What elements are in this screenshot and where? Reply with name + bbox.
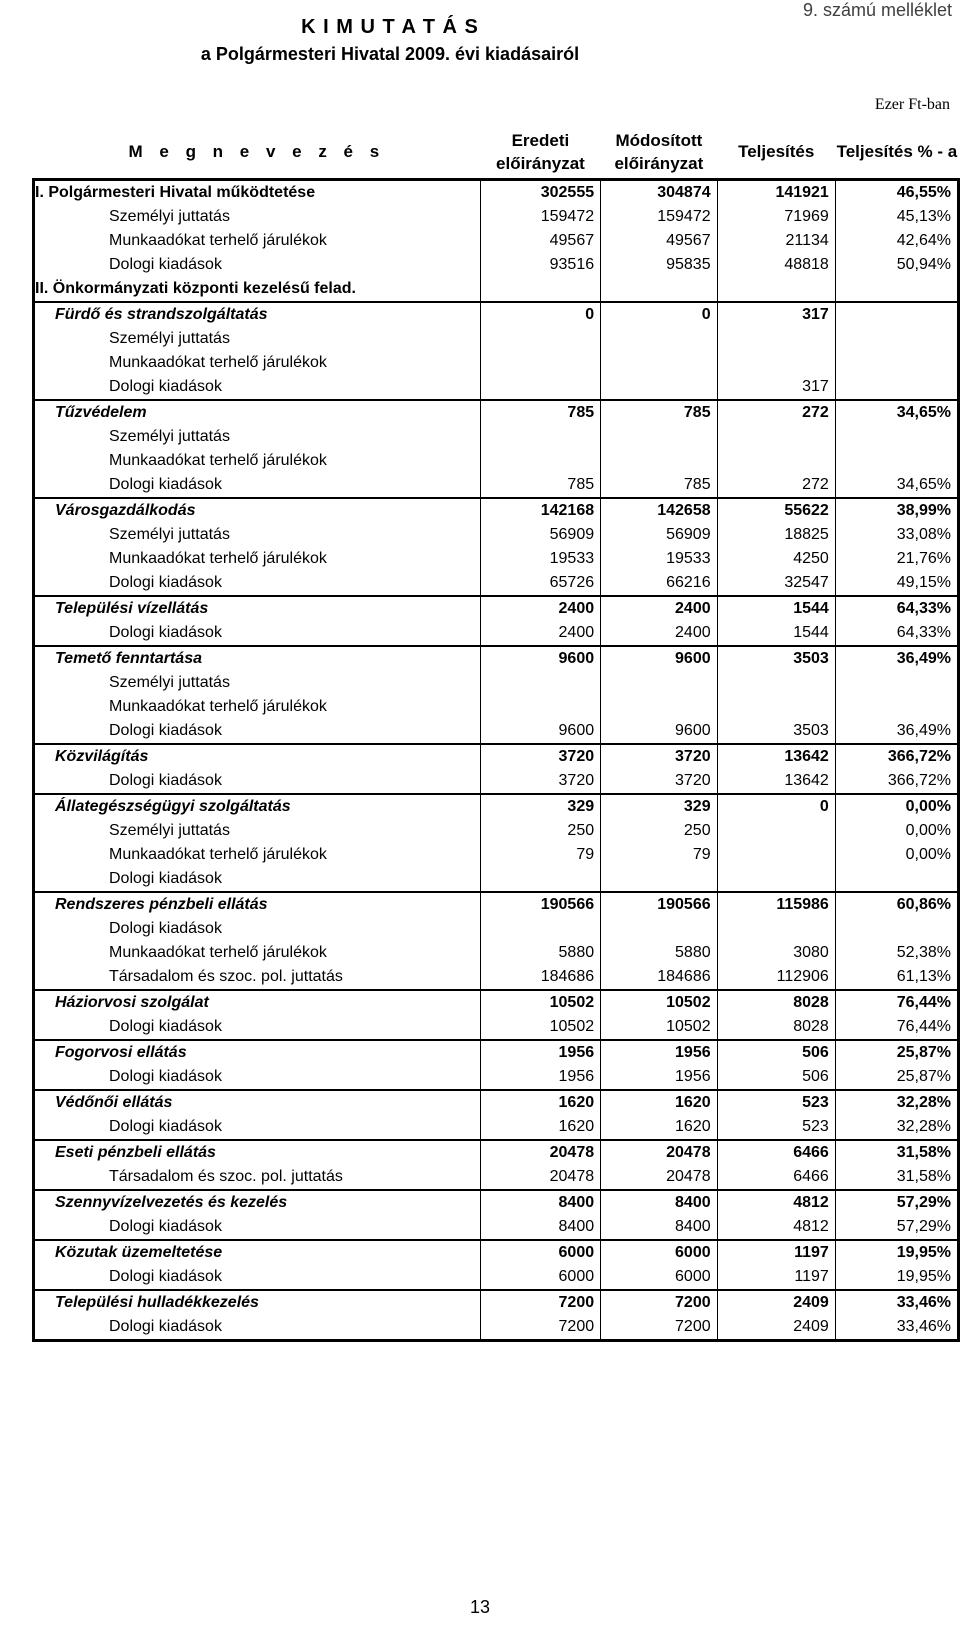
cell-modositott: 10502 xyxy=(601,1015,717,1040)
cell-modositott: 20478 xyxy=(601,1140,717,1165)
cell-modositott xyxy=(601,867,717,892)
cell-teljesites-pct: 32,28% xyxy=(835,1115,958,1140)
cell-teljesites-pct: 0,00% xyxy=(835,794,958,819)
cell-teljesites-pct: 0,00% xyxy=(835,843,958,867)
row-name: Munkaadókat terhelő járulékok xyxy=(34,351,481,375)
table-row xyxy=(34,180,959,206)
cell-modositott: 19533 xyxy=(601,547,717,571)
row-name: Dologi kiadások xyxy=(34,1015,481,1040)
cell-eredeti xyxy=(480,671,600,695)
table-row xyxy=(34,965,959,990)
column-header-teljesites-pct: Teljesítés % - a xyxy=(836,142,958,161)
row-name: Dologi kiadások xyxy=(34,571,481,596)
cell-eredeti: 3720 xyxy=(480,769,600,794)
row-name: Települési vízellátás xyxy=(34,596,481,621)
cell-teljesites: 8028 xyxy=(717,1015,835,1040)
report-subtitle: a Polgármesteri Hivatal 2009. évi kiadásairól xyxy=(200,44,580,64)
cell-teljesites-pct xyxy=(835,695,958,719)
row-name: Közvilágítás xyxy=(34,744,481,769)
row-name: Dologi kiadások xyxy=(34,1265,481,1290)
cell-modositott xyxy=(601,425,717,449)
cell-teljesites: 0 xyxy=(717,794,835,819)
cell-modositott: 1956 xyxy=(601,1065,717,1090)
cell-eredeti: 6000 xyxy=(480,1265,600,1290)
cell-teljesites-pct xyxy=(835,671,958,695)
cell-eredeti xyxy=(480,375,600,400)
cell-teljesites: 272 xyxy=(717,400,835,425)
row-name: Munkaadókat terhelő járulékok xyxy=(34,843,481,867)
cell-modositott: 95835 xyxy=(601,253,717,277)
table-row xyxy=(34,1215,959,1240)
row-name: II. Önkormányzati központi kezelésű felad. xyxy=(34,277,481,302)
cell-teljesites-pct xyxy=(835,425,958,449)
cell-teljesites-pct: 49,15% xyxy=(835,571,958,596)
row-name: Dologi kiadások xyxy=(34,1115,481,1140)
table-row xyxy=(34,425,959,449)
cell-teljesites-pct: 36,49% xyxy=(835,719,958,744)
cell-teljesites-pct: 366,72% xyxy=(835,769,958,794)
cell-teljesites xyxy=(717,917,835,941)
cell-modositott: 10502 xyxy=(601,990,717,1015)
cell-modositott: 49567 xyxy=(601,229,717,253)
cell-teljesites-pct: 76,44% xyxy=(835,990,958,1015)
cell-teljesites xyxy=(717,819,835,843)
table-row xyxy=(34,695,959,719)
column-header-teljesites: Teljesítés xyxy=(738,142,815,161)
cell-teljesites: 18825 xyxy=(717,523,835,547)
row-name: Személyi juttatás xyxy=(34,671,481,695)
cell-teljesites: 21134 xyxy=(717,229,835,253)
cell-teljesites-pct: 366,72% xyxy=(835,744,958,769)
cell-modositott: 0 xyxy=(601,302,717,327)
cell-modositott: 3720 xyxy=(601,744,717,769)
cell-teljesites-pct: 36,49% xyxy=(835,646,958,671)
row-name: Dologi kiadások xyxy=(34,769,481,794)
cell-teljesites: 272 xyxy=(717,473,835,498)
cell-modositott: 1620 xyxy=(601,1115,717,1140)
cell-teljesites-pct: 33,08% xyxy=(835,523,958,547)
cell-teljesites: 48818 xyxy=(717,253,835,277)
cell-eredeti: 1620 xyxy=(480,1090,600,1115)
table-row xyxy=(34,498,959,523)
row-name: Dologi kiadások xyxy=(34,719,481,744)
cell-teljesites-pct: 76,44% xyxy=(835,1015,958,1040)
cell-teljesites: 8028 xyxy=(717,990,835,1015)
cell-modositott: 6000 xyxy=(601,1240,717,1265)
cell-modositott: 785 xyxy=(601,473,717,498)
cell-teljesites xyxy=(717,351,835,375)
cell-teljesites-pct xyxy=(835,327,958,351)
table-row xyxy=(34,375,959,400)
row-name: Települési hulladékkezelés xyxy=(34,1290,481,1315)
cell-teljesites: 506 xyxy=(717,1065,835,1090)
cell-teljesites: 4812 xyxy=(717,1215,835,1240)
cell-eredeti: 65726 xyxy=(480,571,600,596)
cell-teljesites-pct: 33,46% xyxy=(835,1290,958,1315)
cell-modositott: 250 xyxy=(601,819,717,843)
cell-teljesites: 32547 xyxy=(717,571,835,596)
row-name: Védőnői ellátás xyxy=(34,1090,481,1115)
row-name: Személyi juttatás xyxy=(34,819,481,843)
table-row xyxy=(34,1265,959,1290)
cell-eredeti xyxy=(480,425,600,449)
cell-modositott: 329 xyxy=(601,794,717,819)
cell-eredeti xyxy=(480,277,600,302)
cell-eredeti: 0 xyxy=(480,302,600,327)
cell-modositott: 159472 xyxy=(601,205,717,229)
cell-modositott: 5880 xyxy=(601,941,717,965)
cell-eredeti: 184686 xyxy=(480,965,600,990)
cell-teljesites xyxy=(717,327,835,351)
cell-teljesites-pct xyxy=(835,917,958,941)
table-row xyxy=(34,351,959,375)
table-row xyxy=(34,621,959,646)
row-name: Dologi kiadások xyxy=(34,1215,481,1240)
cell-eredeti xyxy=(480,917,600,941)
table-row xyxy=(34,671,959,695)
cell-modositott: 785 xyxy=(601,400,717,425)
table-row xyxy=(34,523,959,547)
row-name: Állategészségügyi szolgáltatás xyxy=(34,794,481,819)
cell-teljesites: 115986 xyxy=(717,892,835,917)
cell-modositott: 8400 xyxy=(601,1190,717,1215)
row-name: Eseti pénzbeli ellátás xyxy=(34,1140,481,1165)
table-row xyxy=(34,1290,959,1315)
row-name: Fürdő és strandszolgáltatás xyxy=(34,302,481,327)
row-name: Munkaadókat terhelő járulékok xyxy=(34,547,481,571)
cell-eredeti: 93516 xyxy=(480,253,600,277)
cell-teljesites-pct: 64,33% xyxy=(835,596,958,621)
cell-teljesites-pct: 45,13% xyxy=(835,205,958,229)
cell-teljesites-pct xyxy=(835,351,958,375)
cell-modositott xyxy=(601,327,717,351)
table-row xyxy=(34,302,959,327)
table-row xyxy=(34,277,959,302)
cell-eredeti: 1956 xyxy=(480,1040,600,1065)
table-header-row xyxy=(34,125,959,180)
cell-teljesites-pct: 19,95% xyxy=(835,1240,958,1265)
table-row xyxy=(34,646,959,671)
cell-modositott xyxy=(601,917,717,941)
table-row xyxy=(34,867,959,892)
cell-eredeti: 1620 xyxy=(480,1115,600,1140)
cell-eredeti: 5880 xyxy=(480,941,600,965)
cell-modositott: 9600 xyxy=(601,646,717,671)
cell-modositott xyxy=(601,351,717,375)
cell-eredeti: 79 xyxy=(480,843,600,867)
row-name: Társadalom és szoc. pol. juttatás xyxy=(34,965,481,990)
cell-eredeti xyxy=(480,695,600,719)
table-row xyxy=(34,1065,959,1090)
row-name: Társadalom és szoc. pol. juttatás xyxy=(34,1165,481,1190)
expenditure-table xyxy=(32,125,960,1342)
row-name: Fogorvosi ellátás xyxy=(34,1040,481,1065)
cell-teljesites xyxy=(717,277,835,302)
cell-eredeti: 142168 xyxy=(480,498,600,523)
cell-eredeti xyxy=(480,351,600,375)
row-name: Munkaadókat terhelő járulékok xyxy=(34,229,481,253)
cell-eredeti: 8400 xyxy=(480,1190,600,1215)
cell-eredeti: 9600 xyxy=(480,719,600,744)
cell-teljesites-pct: 21,76% xyxy=(835,547,958,571)
cell-eredeti: 2400 xyxy=(480,621,600,646)
cell-teljesites: 1544 xyxy=(717,621,835,646)
cell-eredeti: 785 xyxy=(480,473,600,498)
table-body xyxy=(34,180,959,1341)
table-row xyxy=(34,719,959,744)
cell-eredeti: 19533 xyxy=(480,547,600,571)
cell-eredeti: 250 xyxy=(480,819,600,843)
table-row xyxy=(34,744,959,769)
cell-eredeti: 329 xyxy=(480,794,600,819)
row-name: Háziorvosi szolgálat xyxy=(34,990,481,1015)
cell-teljesites xyxy=(717,671,835,695)
table-row xyxy=(34,917,959,941)
cell-modositott: 7200 xyxy=(601,1290,717,1315)
row-name: Dologi kiadások xyxy=(34,1065,481,1090)
unit-label: Ezer Ft-ban xyxy=(874,96,950,113)
cell-teljesites-pct: 32,28% xyxy=(835,1090,958,1115)
row-name: Rendszeres pénzbeli ellátás xyxy=(34,892,481,917)
cell-eredeti: 1956 xyxy=(480,1065,600,1090)
cell-teljesites-pct: 50,94% xyxy=(835,253,958,277)
cell-teljesites-pct xyxy=(835,449,958,473)
table-row xyxy=(34,1315,959,1341)
cell-teljesites-pct xyxy=(835,277,958,302)
cell-eredeti: 9600 xyxy=(480,646,600,671)
row-name: Dologi kiadások xyxy=(34,1315,481,1341)
cell-modositott: 8400 xyxy=(601,1215,717,1240)
row-name: Dologi kiadások xyxy=(34,253,481,277)
table-row xyxy=(34,843,959,867)
row-name: Tűzvédelem xyxy=(34,400,481,425)
cell-teljesites: 3503 xyxy=(717,719,835,744)
cell-teljesites-pct: 25,87% xyxy=(835,1065,958,1090)
cell-modositott: 20478 xyxy=(601,1165,717,1190)
row-name: Munkaadókat terhelő járulékok xyxy=(34,941,481,965)
cell-modositott: 142658 xyxy=(601,498,717,523)
cell-modositott: 1620 xyxy=(601,1090,717,1115)
cell-teljesites: 2409 xyxy=(717,1290,835,1315)
cell-modositott xyxy=(601,375,717,400)
cell-teljesites: 71969 xyxy=(717,205,835,229)
row-name: Dologi kiadások xyxy=(34,917,481,941)
table-row xyxy=(34,449,959,473)
cell-teljesites-pct: 19,95% xyxy=(835,1265,958,1290)
cell-eredeti: 10502 xyxy=(480,1015,600,1040)
cell-teljesites: 1197 xyxy=(717,1265,835,1290)
cell-modositott xyxy=(601,277,717,302)
table-row xyxy=(34,1090,959,1115)
cell-teljesites: 317 xyxy=(717,375,835,400)
cell-modositott xyxy=(601,695,717,719)
cell-modositott: 304874 xyxy=(601,180,717,206)
cell-teljesites: 6466 xyxy=(717,1140,835,1165)
cell-modositott xyxy=(601,671,717,695)
table-row xyxy=(34,596,959,621)
annex-label: 9. számú melléklet xyxy=(802,0,952,20)
cell-teljesites: 1197 xyxy=(717,1240,835,1265)
cell-teljesites-pct: 38,99% xyxy=(835,498,958,523)
cell-eredeti: 8400 xyxy=(480,1215,600,1240)
row-name: Temető fenntartása xyxy=(34,646,481,671)
cell-modositott: 66216 xyxy=(601,571,717,596)
cell-teljesites: 6466 xyxy=(717,1165,835,1190)
table-row xyxy=(34,892,959,917)
report-title: K I M U T A T Á S xyxy=(301,16,479,38)
table-row xyxy=(34,1240,959,1265)
cell-eredeti: 190566 xyxy=(480,892,600,917)
table-row xyxy=(34,1015,959,1040)
cell-eredeti xyxy=(480,449,600,473)
cell-teljesites-pct: 52,38% xyxy=(835,941,958,965)
table-row xyxy=(34,400,959,425)
table-row xyxy=(34,941,959,965)
cell-teljesites-pct: 42,64% xyxy=(835,229,958,253)
table-row xyxy=(34,205,959,229)
table-row xyxy=(34,794,959,819)
cell-teljesites: 1544 xyxy=(717,596,835,621)
cell-eredeti: 56909 xyxy=(480,523,600,547)
row-name: Közutak üzemeltetése xyxy=(34,1240,481,1265)
cell-modositott: 1956 xyxy=(601,1040,717,1065)
row-name: Dologi kiadások xyxy=(34,867,481,892)
cell-teljesites xyxy=(717,695,835,719)
column-header-name: M e g n e v e z é s xyxy=(128,142,386,161)
column-header-modositott: Módosított előirányzat xyxy=(614,130,704,173)
cell-teljesites: 13642 xyxy=(717,744,835,769)
cell-teljesites xyxy=(717,867,835,892)
cell-modositott: 2400 xyxy=(601,621,717,646)
cell-teljesites xyxy=(717,843,835,867)
row-name: Személyi juttatás xyxy=(34,425,481,449)
table-row xyxy=(34,1040,959,1065)
cell-teljesites-pct xyxy=(835,375,958,400)
cell-teljesites: 506 xyxy=(717,1040,835,1065)
cell-teljesites-pct: 33,46% xyxy=(835,1315,958,1341)
cell-eredeti xyxy=(480,327,600,351)
column-header-eredeti: Eredeti előirányzat xyxy=(496,130,585,173)
row-name: Személyi juttatás xyxy=(34,327,481,351)
table-row xyxy=(34,253,959,277)
cell-teljesites-pct: 34,65% xyxy=(835,473,958,498)
table-row xyxy=(34,1190,959,1215)
cell-eredeti: 20478 xyxy=(480,1140,600,1165)
table-row xyxy=(34,769,959,794)
cell-teljesites-pct: 31,58% xyxy=(835,1165,958,1190)
cell-modositott: 190566 xyxy=(601,892,717,917)
cell-teljesites-pct: 0,00% xyxy=(835,819,958,843)
cell-eredeti: 2400 xyxy=(480,596,600,621)
cell-teljesites: 55622 xyxy=(717,498,835,523)
cell-teljesites: 4812 xyxy=(717,1190,835,1215)
page-number: 13 xyxy=(469,1597,491,1617)
cell-eredeti: 302555 xyxy=(480,180,600,206)
row-name: Városgazdálkodás xyxy=(34,498,481,523)
cell-teljesites-pct: 31,58% xyxy=(835,1140,958,1165)
cell-modositott: 6000 xyxy=(601,1265,717,1290)
cell-eredeti: 10502 xyxy=(480,990,600,1015)
cell-teljesites: 112906 xyxy=(717,965,835,990)
table-row xyxy=(34,571,959,596)
cell-eredeti: 785 xyxy=(480,400,600,425)
cell-eredeti: 49567 xyxy=(480,229,600,253)
table-row xyxy=(34,990,959,1015)
cell-teljesites: 317 xyxy=(717,302,835,327)
cell-eredeti: 7200 xyxy=(480,1315,600,1341)
cell-modositott: 79 xyxy=(601,843,717,867)
cell-modositott: 184686 xyxy=(601,965,717,990)
cell-eredeti: 20478 xyxy=(480,1165,600,1190)
table-row xyxy=(34,473,959,498)
cell-eredeti: 3720 xyxy=(480,744,600,769)
cell-teljesites-pct: 57,29% xyxy=(835,1215,958,1240)
cell-teljesites-pct: 64,33% xyxy=(835,621,958,646)
cell-teljesites: 4250 xyxy=(717,547,835,571)
table-row xyxy=(34,547,959,571)
row-name: Dologi kiadások xyxy=(34,473,481,498)
row-name: Dologi kiadások xyxy=(34,621,481,646)
cell-modositott: 3720 xyxy=(601,769,717,794)
row-name: I. Polgármesteri Hivatal működtetése xyxy=(34,180,481,206)
cell-eredeti xyxy=(480,867,600,892)
cell-teljesites-pct: 61,13% xyxy=(835,965,958,990)
row-name: Munkaadókat terhelő járulékok xyxy=(34,449,481,473)
row-name: Szennyvízelvezetés és kezelés xyxy=(34,1190,481,1215)
row-name: Személyi juttatás xyxy=(34,523,481,547)
cell-teljesites xyxy=(717,449,835,473)
table-row xyxy=(34,1115,959,1140)
table-row xyxy=(34,1165,959,1190)
cell-modositott xyxy=(601,449,717,473)
cell-teljesites: 523 xyxy=(717,1115,835,1140)
cell-teljesites-pct xyxy=(835,867,958,892)
cell-teljesites: 3503 xyxy=(717,646,835,671)
cell-teljesites-pct: 34,65% xyxy=(835,400,958,425)
cell-teljesites-pct: 57,29% xyxy=(835,1190,958,1215)
cell-eredeti: 7200 xyxy=(480,1290,600,1315)
cell-modositott: 56909 xyxy=(601,523,717,547)
cell-teljesites-pct xyxy=(835,302,958,327)
row-name: Dologi kiadások xyxy=(34,375,481,400)
row-name: Munkaadókat terhelő járulékok xyxy=(34,695,481,719)
cell-eredeti: 6000 xyxy=(480,1240,600,1265)
cell-modositott: 2400 xyxy=(601,596,717,621)
cell-teljesites-pct: 60,86% xyxy=(835,892,958,917)
cell-teljesites xyxy=(717,425,835,449)
table-row xyxy=(34,819,959,843)
cell-teljesites: 13642 xyxy=(717,769,835,794)
cell-teljesites: 2409 xyxy=(717,1315,835,1341)
table-row xyxy=(34,1140,959,1165)
cell-teljesites-pct: 46,55% xyxy=(835,180,958,206)
row-name: Személyi juttatás xyxy=(34,205,481,229)
cell-teljesites: 141921 xyxy=(717,180,835,206)
cell-teljesites: 523 xyxy=(717,1090,835,1115)
cell-modositott: 7200 xyxy=(601,1315,717,1341)
cell-teljesites: 3080 xyxy=(717,941,835,965)
cell-teljesites-pct: 25,87% xyxy=(835,1040,958,1065)
cell-modositott: 9600 xyxy=(601,719,717,744)
cell-eredeti: 159472 xyxy=(480,205,600,229)
table-row xyxy=(34,327,959,351)
table-row xyxy=(34,229,959,253)
